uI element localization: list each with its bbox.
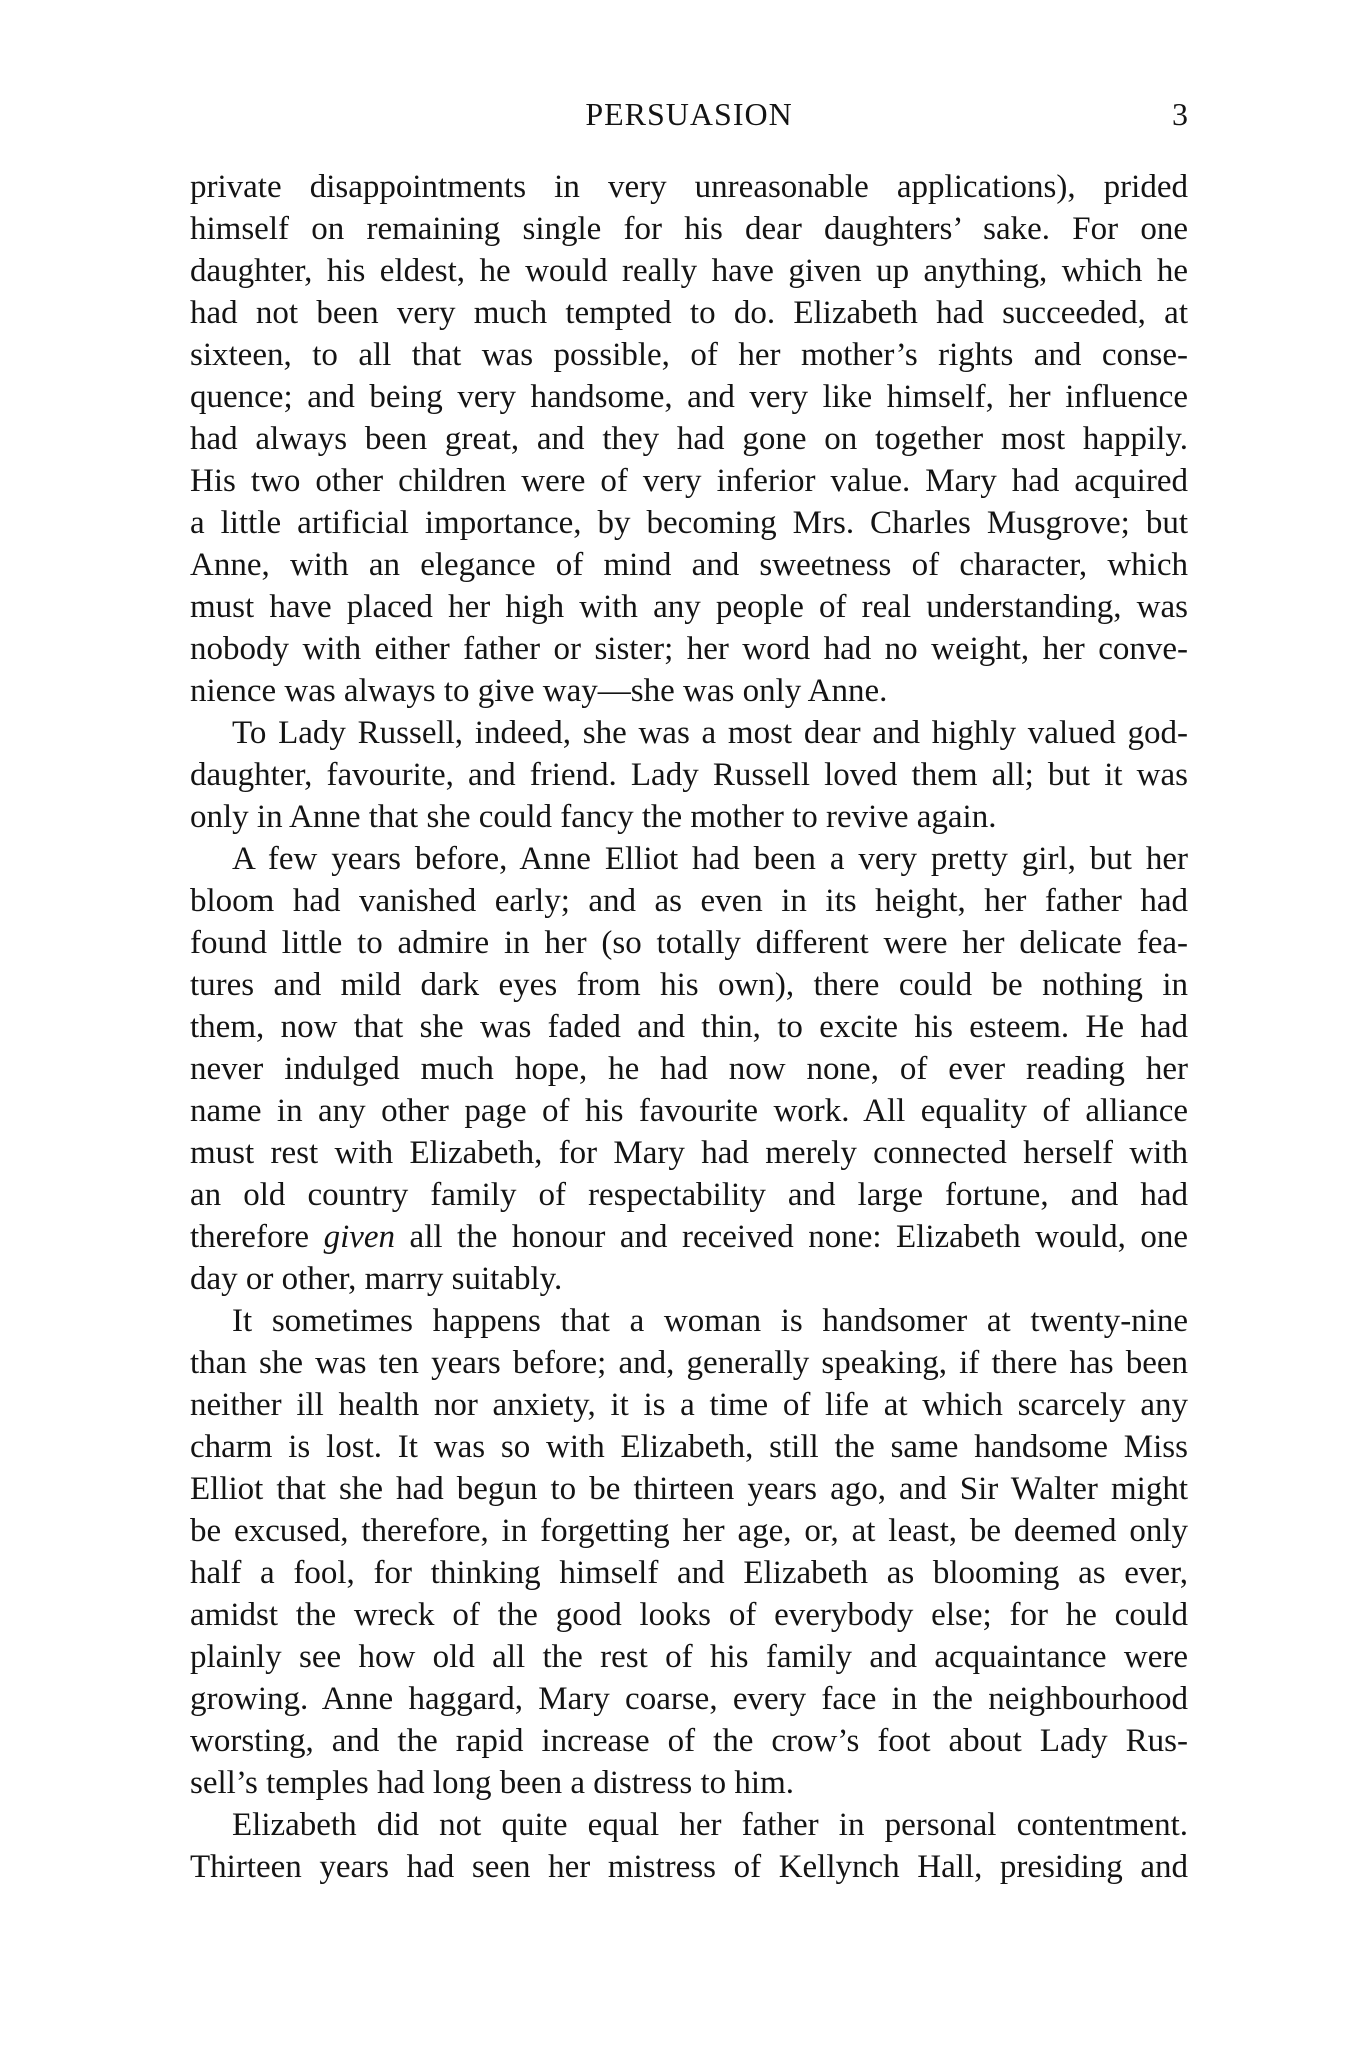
text-line: half a fool, for thinking himself and Elizabeth as blooming as ever, (190, 1555, 1188, 1591)
text-line: neither ill health nor anxiety, it is a time of life at which scarcely any (190, 1387, 1188, 1423)
text-line: must rest with Elizabeth, for Mary had merely connected herself with (190, 1135, 1188, 1171)
text-line: To Lady Russell, indeed, she was a most dear and highly valued god- (232, 715, 1188, 751)
text-line: daughter, his eldest, he would really have given up anything, which he (190, 253, 1188, 289)
text-line: quence; and being very handsome, and very like himself, her influence (190, 379, 1188, 415)
body-text (190, 166, 1188, 1888)
text-line: had always been great, and they had gone on together most happily. (190, 421, 1188, 457)
text-line: name in any other page of his favourite work. All equality of alliance (190, 1093, 1188, 1129)
text-line: must have placed her high with any people of real understanding, was (190, 589, 1188, 625)
text-line: Anne, with an elegance of mind and sweetness of character, which (190, 547, 1188, 583)
text-line: plainly see how old all the rest of his family and acquaintance were (190, 1639, 1188, 1675)
text-line: Elliot that she had begun to be thirteen years ago, and Sir Walter might (190, 1471, 1188, 1507)
text-segment: all the honour and received none: Elizabeth would, one (395, 1219, 1189, 1255)
emphasized-word: given (323, 1219, 396, 1255)
text-line: private disappointments in very unreasonable applications), prided (190, 169, 1188, 205)
text-line: sixteen, to all that was possible, of her mother’s rights and conse- (190, 337, 1188, 373)
text-line: tures and mild dark eyes from his own), there could be nothing in (190, 967, 1188, 1003)
text-line: growing. Anne haggard, Mary coarse, every face in the neighbourhood (190, 1681, 1188, 1717)
page-number: 3 (1172, 96, 1188, 132)
text-line: a little artificial importance, by becoming Mrs. Charles Musgrove; but (190, 505, 1188, 541)
text-line: only in Anne that she could fancy the mother to revive again. (190, 799, 997, 835)
text-line: be excused, therefore, in forgetting her age, or, at least, be deemed only (190, 1513, 1188, 1549)
text-line: them, now that she was faded and thin, to excite his esteem. He had (190, 1009, 1188, 1045)
text-line: an old country family of respectability and large fortune, and had (190, 1177, 1188, 1213)
text-line: himself on remaining single for his dear daughters’ sake. For one (190, 211, 1188, 247)
text-line: sell’s temples had long been a distress to him. (190, 1765, 794, 1801)
text-line: day or other, marry suitably. (190, 1261, 563, 1297)
text-line: bloom had vanished early; and as even in its height, her father had (190, 883, 1188, 919)
text-line: charm is lost. It was so with Elizabeth, still the same handsome Miss (190, 1429, 1188, 1465)
text-line: nience was always to give way—she was only Anne. (190, 673, 888, 709)
text-line: found little to admire in her (so totally different were her delicate fea- (190, 925, 1188, 961)
text-line: amidst the wreck of the good looks of everybody else; for he could (190, 1597, 1188, 1633)
text-line: daughter, favourite, and friend. Lady Russell loved them all; but it was (190, 757, 1188, 793)
text-line (190, 1216, 1188, 1258)
text-line: had not been very much tempted to do. Elizabeth had succeeded, at (190, 295, 1188, 331)
text-line: Thirteen years had seen her mistress of Kellynch Hall, presiding and (190, 1849, 1188, 1885)
text-line: worsting, and the rapid increase of the crow’s foot about Lady Rus- (190, 1723, 1188, 1759)
text-line: A few years before, Anne Elliot had been a very pretty girl, but her (232, 841, 1188, 877)
text-line: It sometimes happens that a woman is handsomer at twenty-nine (232, 1303, 1188, 1339)
text-line: Elizabeth did not quite equal her father in personal contentment. (232, 1807, 1188, 1843)
text-line: never indulged much hope, he had now none, of ever reading her (190, 1051, 1188, 1087)
running-title: PERSUASION (585, 96, 793, 132)
text-line: nobody with either father or sister; her word had no weight, her conve- (190, 631, 1188, 667)
text-line: than she was ten years before; and, generally speaking, if there has been (190, 1345, 1188, 1381)
running-head (190, 92, 1188, 136)
text-line: His two other children were of very inferior value. Mary had acquired (190, 463, 1188, 499)
text-segment: therefore (190, 1219, 324, 1255)
